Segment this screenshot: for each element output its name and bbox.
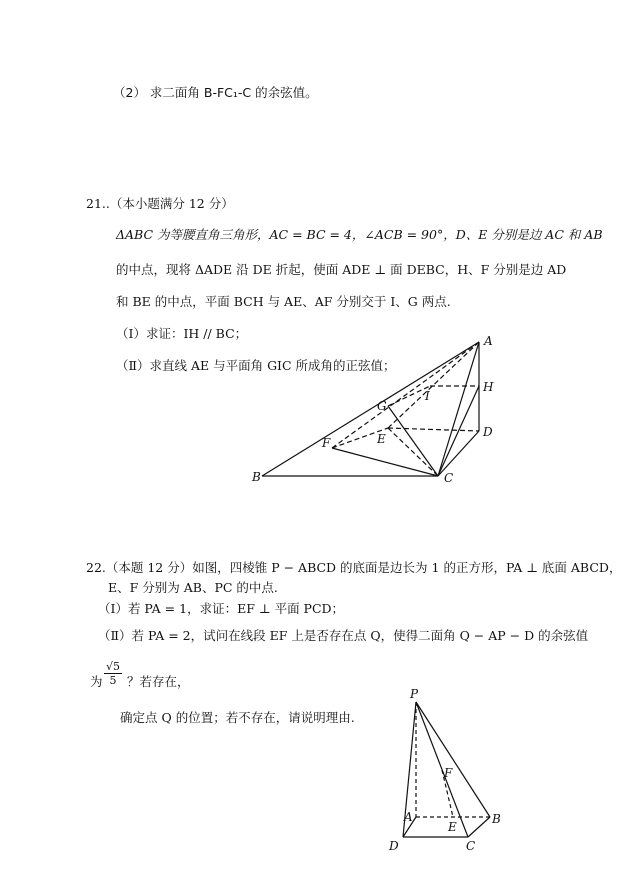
q22-line6: 确定点 Q 的位置；若不存在，请说明理由. xyxy=(120,710,355,725)
edge-AB xyxy=(262,342,479,476)
label-A: A xyxy=(404,810,413,824)
q22-part2: （Ⅱ）若 PA = 2，试问在线段 EF 上是否存在点 Q，使得二面角 Q − AP − D 的余弦值 xyxy=(98,628,589,643)
edge-DC xyxy=(438,431,479,476)
q22-line2: E、F 分别为 AB、PC 的中点. xyxy=(108,580,278,595)
label-G: G xyxy=(377,399,387,413)
q22-line1: 22.（本题 12 分）如图，四棱锥 P − ABCD 的底面是边长为 1 的正方形，PA ⊥ 底面 ABCD， xyxy=(86,560,622,575)
q21-part2: （Ⅱ）求直线 AE 与平面角 GIC 所成角的正弦值； xyxy=(116,358,396,373)
label-D: D xyxy=(389,839,399,853)
label-E: E xyxy=(448,820,457,834)
edge-CB xyxy=(468,817,490,837)
q21-figure xyxy=(240,330,510,490)
edge-GC xyxy=(388,406,438,476)
q22-fraction xyxy=(104,660,122,687)
label-A: A xyxy=(484,334,493,348)
label-H: H xyxy=(483,380,494,394)
q21-body-line2: 的中点，现将 ΔADE 沿 DE 折起，使面 ADE ⊥ 面 DEBC，H、F 分别是边 AD xyxy=(116,262,567,277)
edge-PB xyxy=(416,702,490,817)
label-I: I xyxy=(425,389,430,403)
q22-wei: 为 xyxy=(90,674,103,689)
label-F: F xyxy=(322,436,331,450)
label-E: E xyxy=(377,432,386,446)
q21-body-line1: ΔABC 为等腰直角三角形，AC = BC = 4，∠ACB = 90°，D、E 分别是边 AC 和 AB xyxy=(116,227,603,242)
q22-part1: （Ⅰ）若 PA = 1，求证：EF ⊥ 平面 PCD； xyxy=(98,601,345,616)
label-B: B xyxy=(252,470,261,484)
q20-part2: （2） 求二面角 B-FC₁-C 的余弦值。 xyxy=(113,85,318,100)
label-C: C xyxy=(444,471,454,485)
edge-FA xyxy=(332,342,479,448)
q22-fraction-numerator: √5 xyxy=(106,660,121,673)
q21-header: 21..（本小题满分 12 分） xyxy=(86,196,234,211)
label-D: D xyxy=(483,425,493,439)
label-P: P xyxy=(410,687,419,701)
q22-after-fraction: ？若存在， xyxy=(127,674,190,689)
q22-fraction-denominator: 5 xyxy=(109,674,117,687)
label-F: F xyxy=(444,766,453,780)
q22-figure xyxy=(380,685,520,855)
edge-ED xyxy=(388,428,479,431)
label-B: B xyxy=(492,812,501,826)
q21-part1: （Ⅰ）求证：IH // BC； xyxy=(116,326,248,341)
label-C: C xyxy=(466,839,476,853)
edge-FC xyxy=(332,448,438,476)
q21-body-line3: 和 BE 的中点，平面 BCH 与 AE、AF 分别交于 I、G 两点. xyxy=(116,294,451,309)
